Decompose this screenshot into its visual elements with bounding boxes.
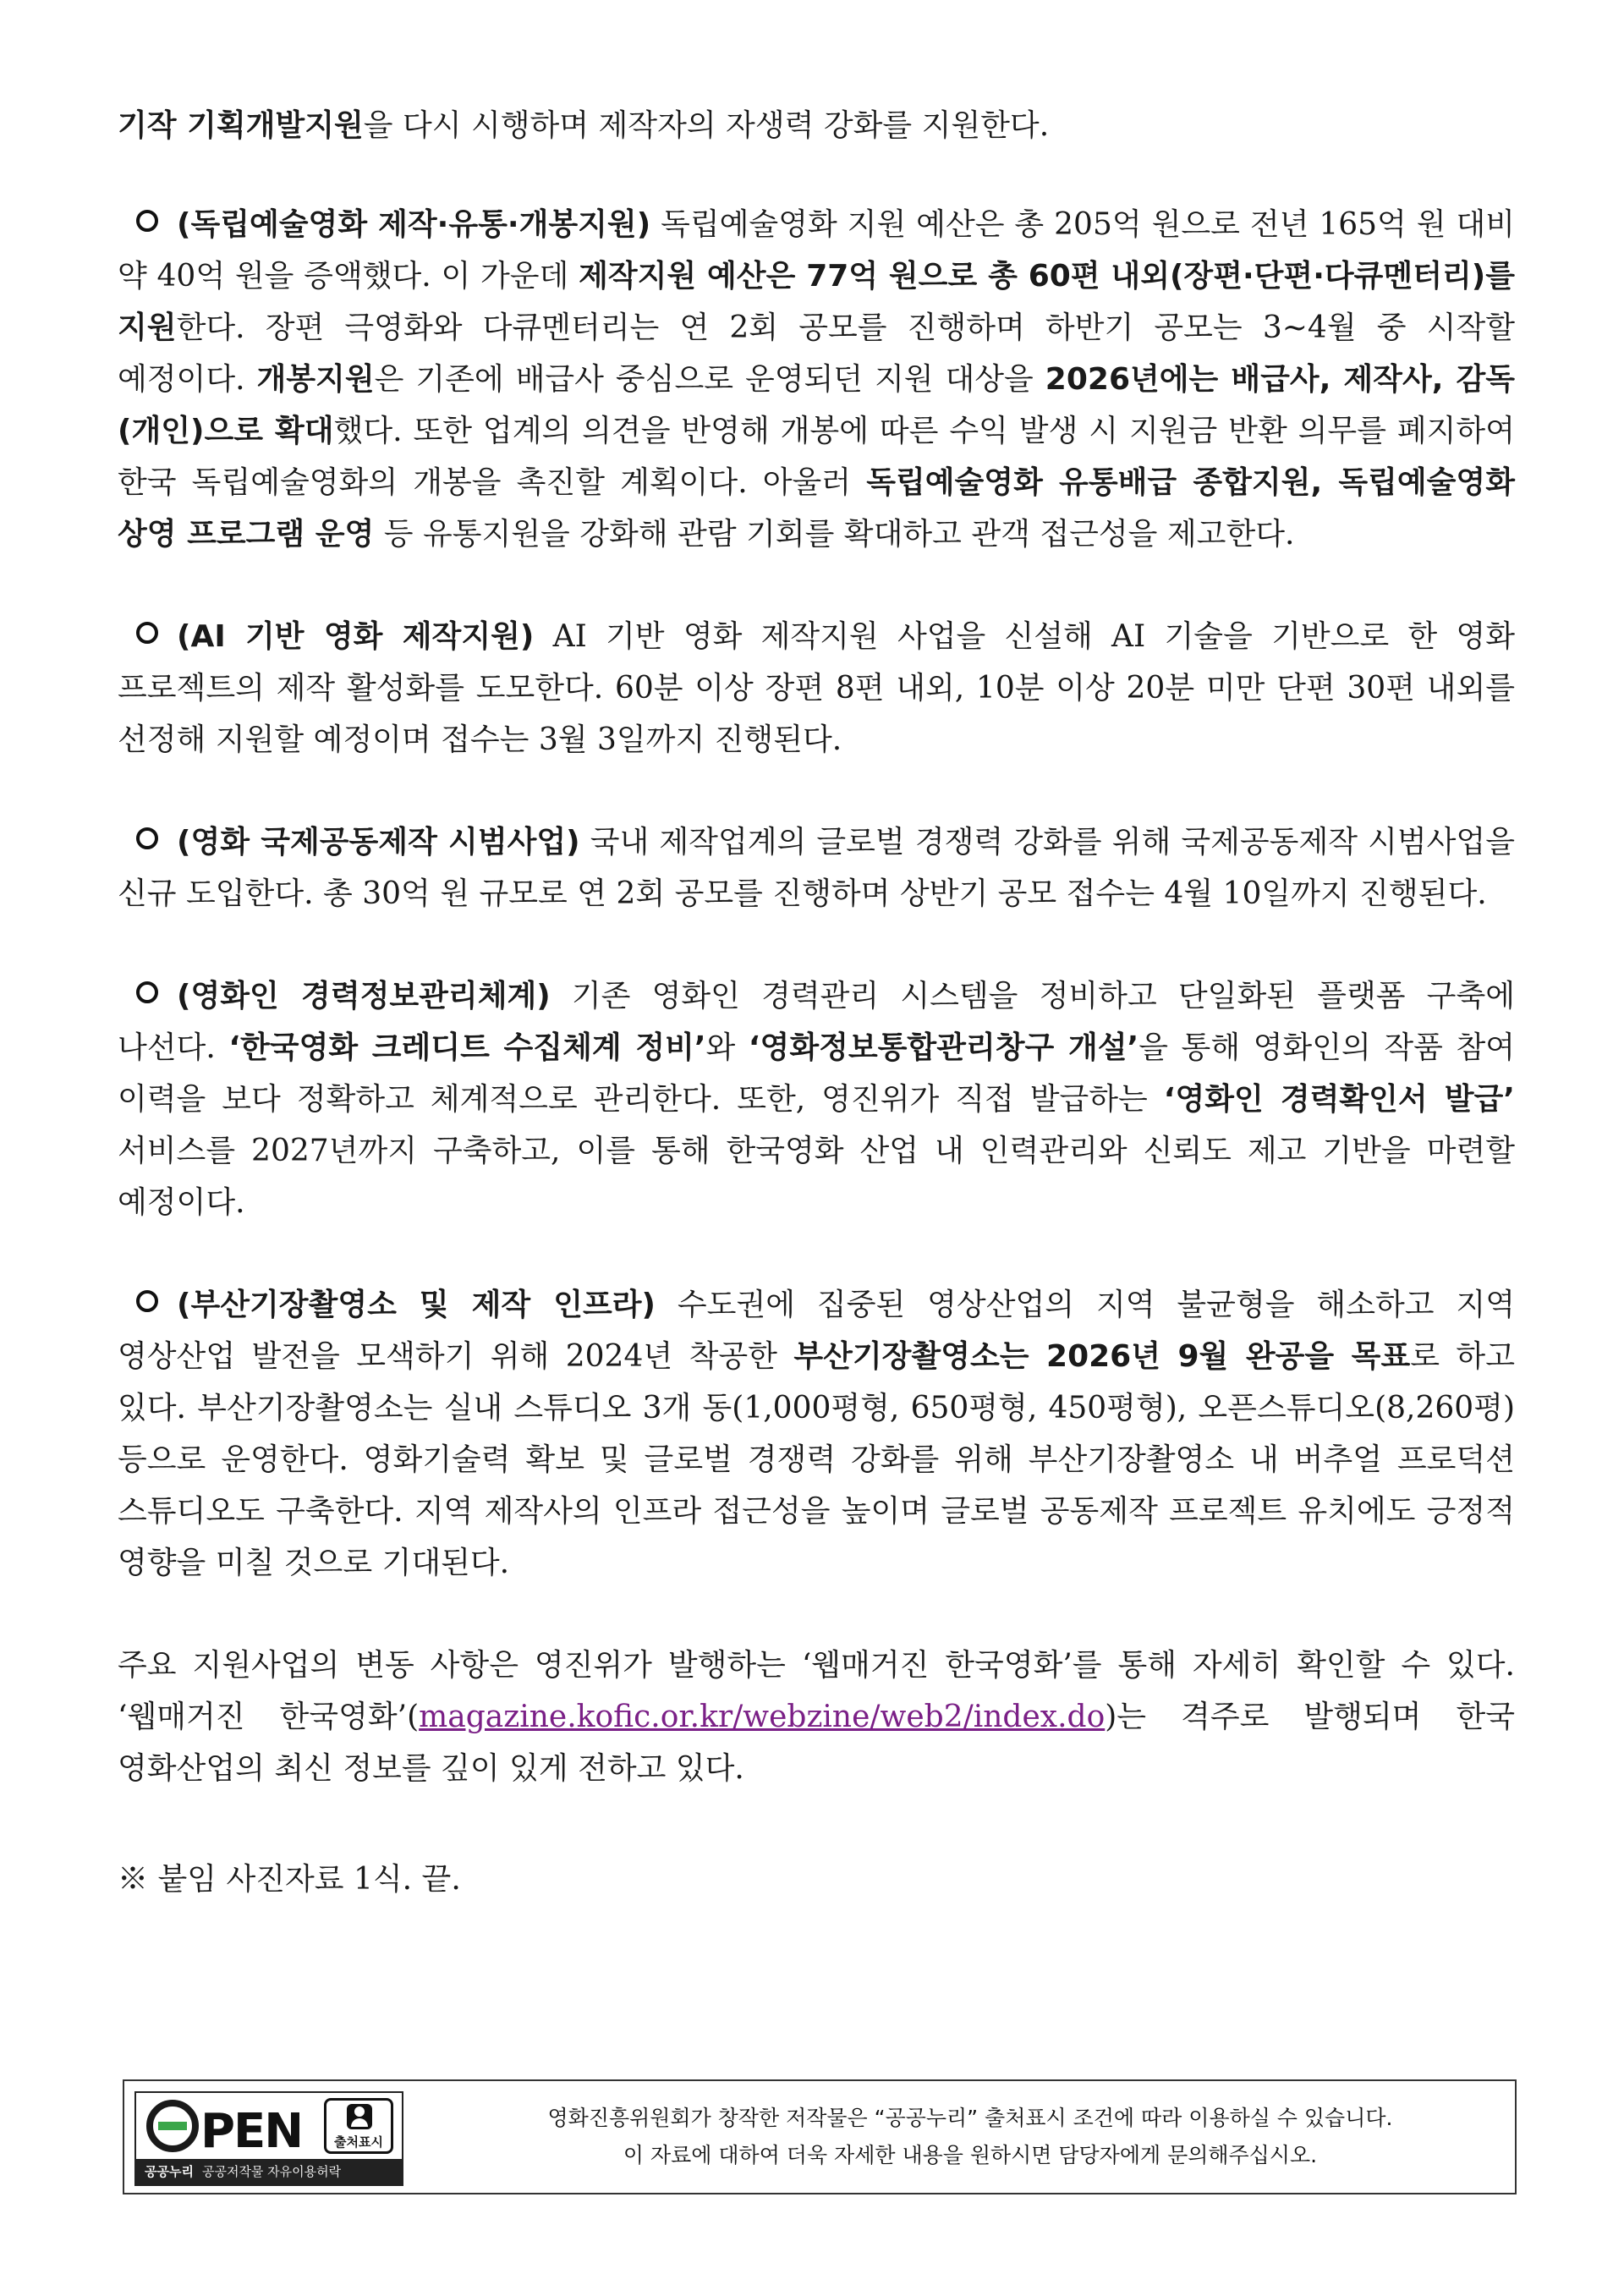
section-text: 했다. 또한 업계의 의견을 반영해 개봉에 따른 수익 발생 시 지원금 반환 의무를 폐지하여 한국 독립예술영화의 개봉을 촉진할 계획이다. 아울러: [118, 414, 1515, 500]
section-emphasis: 제작지원 예산은 77억 원으로 총 60편 내외(장편·단편·다큐멘터리)를 지원: [118, 259, 1515, 345]
section-text: 은 기존에 배급사 중심으로 운영되던 지원 대상을: [374, 362, 1045, 397]
person-icon: [347, 2104, 372, 2129]
section-heading: (독립예술영화 제작·유통·개봉지원): [177, 207, 651, 242]
circle-bullet-icon: [136, 622, 158, 644]
intro-paragraph: [118, 100, 1515, 151]
logo-caption: [136, 2159, 402, 2184]
section-text: 로 하고 있다. 부산기장촬영소는 실내 스튜디오 3개 동(1,000평형, 650평형, 450평형), 오픈스튜디오(8,260평) 등으로 운영한다. 영화기술력 확보 및 글로벌 경쟁력 강화를 위해 부산기장촬영소 내 버추얼 프로덕션 스튜디오도 구축한다. 지역 제작사의 인프라 접근성을 높이며 글로벌 공동제작 프로젝트 유치에도 긍정적 영향을 미칠 것으로 기대된다.: [118, 1339, 1515, 1580]
section-text: 등 유통지원을 강화해 관람 기회를 확대하고 관객 접근성을 제고한다.: [374, 517, 1295, 552]
closing-text: 주요 지원사업의 변동 사항은 영진위가 발행하는 ‘웹매거진 한국영화’를 통해 자세히 확인할 수 있다. ‘웹매거진 한국영화’(: [118, 1648, 1515, 1734]
section-independent-film: [118, 199, 1515, 560]
section-text: 와: [705, 1030, 749, 1065]
section-text: 독립예술영화 지원 예산은 총 205억 원으로 전년 165억 원 대비 약 40억 원을 증액했다. 이 가운데: [118, 207, 1516, 294]
license-text: [463, 2100, 1478, 2174]
section-text: 기존 영화인 경력관리 시스템을 정비하고 단일화된 플랫폼 구축에 나선다.: [118, 979, 1515, 1065]
section-emphasis: 2026년에는 배급사, 제작사, 감독(개인)으로 확대: [118, 362, 1516, 448]
section-heading: (영화 국제공동제작 시범사업): [177, 825, 580, 860]
section-emphasis: ‘한국영화 크레디트 수집체계 정비’: [228, 1030, 706, 1065]
kogl-open-logo[interactable]: [134, 2091, 403, 2186]
circle-bullet-icon: [136, 1290, 158, 1312]
section-coproduction: [118, 816, 1515, 920]
section-emphasis: ‘영화인 경력확인서 발급’: [1163, 1082, 1515, 1117]
section-text: 국내 제작업계의 글로벌 경쟁력 강화를 위해 국제공동제작 시범사업을 신규 도입한다. 총 30억 원 규모로 연 2회 공모를 진행하며 상반기 공모 접수는 4월 10일까지 진행된다.: [118, 825, 1515, 911]
section-text: 서비스를 2027년까지 구축하고, 이를 통해 한국영화 산업 내 인력관리와 신뢰도 제고 기반을 마련할 예정이다.: [118, 1134, 1515, 1220]
intro-text: 을 다시 시행하며 제작자의 자생력 강화를 지원한다.: [363, 108, 1050, 143]
section-emphasis: 개봉지원: [256, 362, 375, 397]
license-line-1: 영화진흥위원회가 창작한 저작물은 “공공누리” 출처표시 조건에 따라 이용하실 수 있습니다.: [547, 2106, 1393, 2130]
section-heading: (AI 기반 영화 제작지원): [177, 619, 535, 654]
section-text: 을 통해 영화인의 작품 참여 이력을 보다 정확하고 체계적으로 관리한다. 또한, 영진위가 직접 발급하는: [118, 1030, 1515, 1117]
webzine-link[interactable]: magazine.kofic.or.kr/webzine/web2/index.do: [419, 1700, 1106, 1734]
section-emphasis: ‘영화정보통합관리창구 개설’: [748, 1030, 1139, 1065]
attribution-badge: [324, 2098, 393, 2154]
press-release-page: [118, 100, 1515, 1905]
open-o-icon: [146, 2100, 199, 2152]
section-text: AI 기반 영화 제작지원 사업을 신설해 AI 기술을 기반으로 한 영화 프로젝트의 제작 활성화를 도모한다. 60분 이상 장편 8편 내외, 10분 이상 20분 미만 단편 30편 내외를 선정해 지원할 예정이며 접수는 3월 3일까지 진행된다.: [118, 619, 1515, 757]
attribution-label: 출처표시: [334, 2134, 383, 2150]
section-emphasis: 부산기장촬영소는 2026년 9월 완공을 목표: [793, 1339, 1411, 1374]
intro-bold: 기작 기획개발지원: [118, 108, 364, 143]
section-emphasis: 독립예술영화 유통배급 종합지원, 독립예술영화 상영 프로그램 운영: [118, 465, 1515, 552]
section-heading: (부산기장촬영소 및 제작 인프라): [177, 1288, 656, 1322]
section-text: 한다. 장편 극영화와 다큐멘터리는 연 2회 공모를 진행하며 하반기 공모는 3~4월 중 시작할 예정이다.: [118, 310, 1515, 397]
circle-bullet-icon: [136, 981, 158, 1003]
circle-bullet-icon: [136, 827, 158, 849]
section-career-info: [118, 970, 1515, 1228]
logo-caption-strong: 공공누리: [145, 2164, 194, 2179]
section-text: 수도권에 집중된 영상산업의 지역 불균형을 해소하고 지역 영상산업 발전을 모색하기 위해 2024년 착공한: [118, 1288, 1515, 1374]
circle-bullet-icon: [136, 210, 158, 232]
section-heading: (영화인 경력정보관리체계): [177, 979, 551, 1013]
closing-text: )는 격주로 발행되며 한국 영화산업의 최신 정보를 깊이 있게 전하고 있다.: [118, 1700, 1515, 1786]
section-ai-film: [118, 611, 1515, 766]
kogl-license-footer: [123, 2079, 1517, 2194]
closing-paragraph: [118, 1640, 1515, 1794]
attachment-note: ※ 붙임 사진자료 1식. 끝.: [118, 1862, 461, 1897]
logo-caption-text: 공공저작물 자유이용허락: [201, 2164, 342, 2179]
open-logo-text: [146, 2100, 302, 2159]
open-letters: PEN: [200, 2104, 303, 2159]
license-line-2: 이 자료에 대하여 더욱 자세한 내용을 원하시면 담당자에게 문의해주십시오.: [623, 2143, 1318, 2167]
section-busan-studio: [118, 1279, 1515, 1589]
